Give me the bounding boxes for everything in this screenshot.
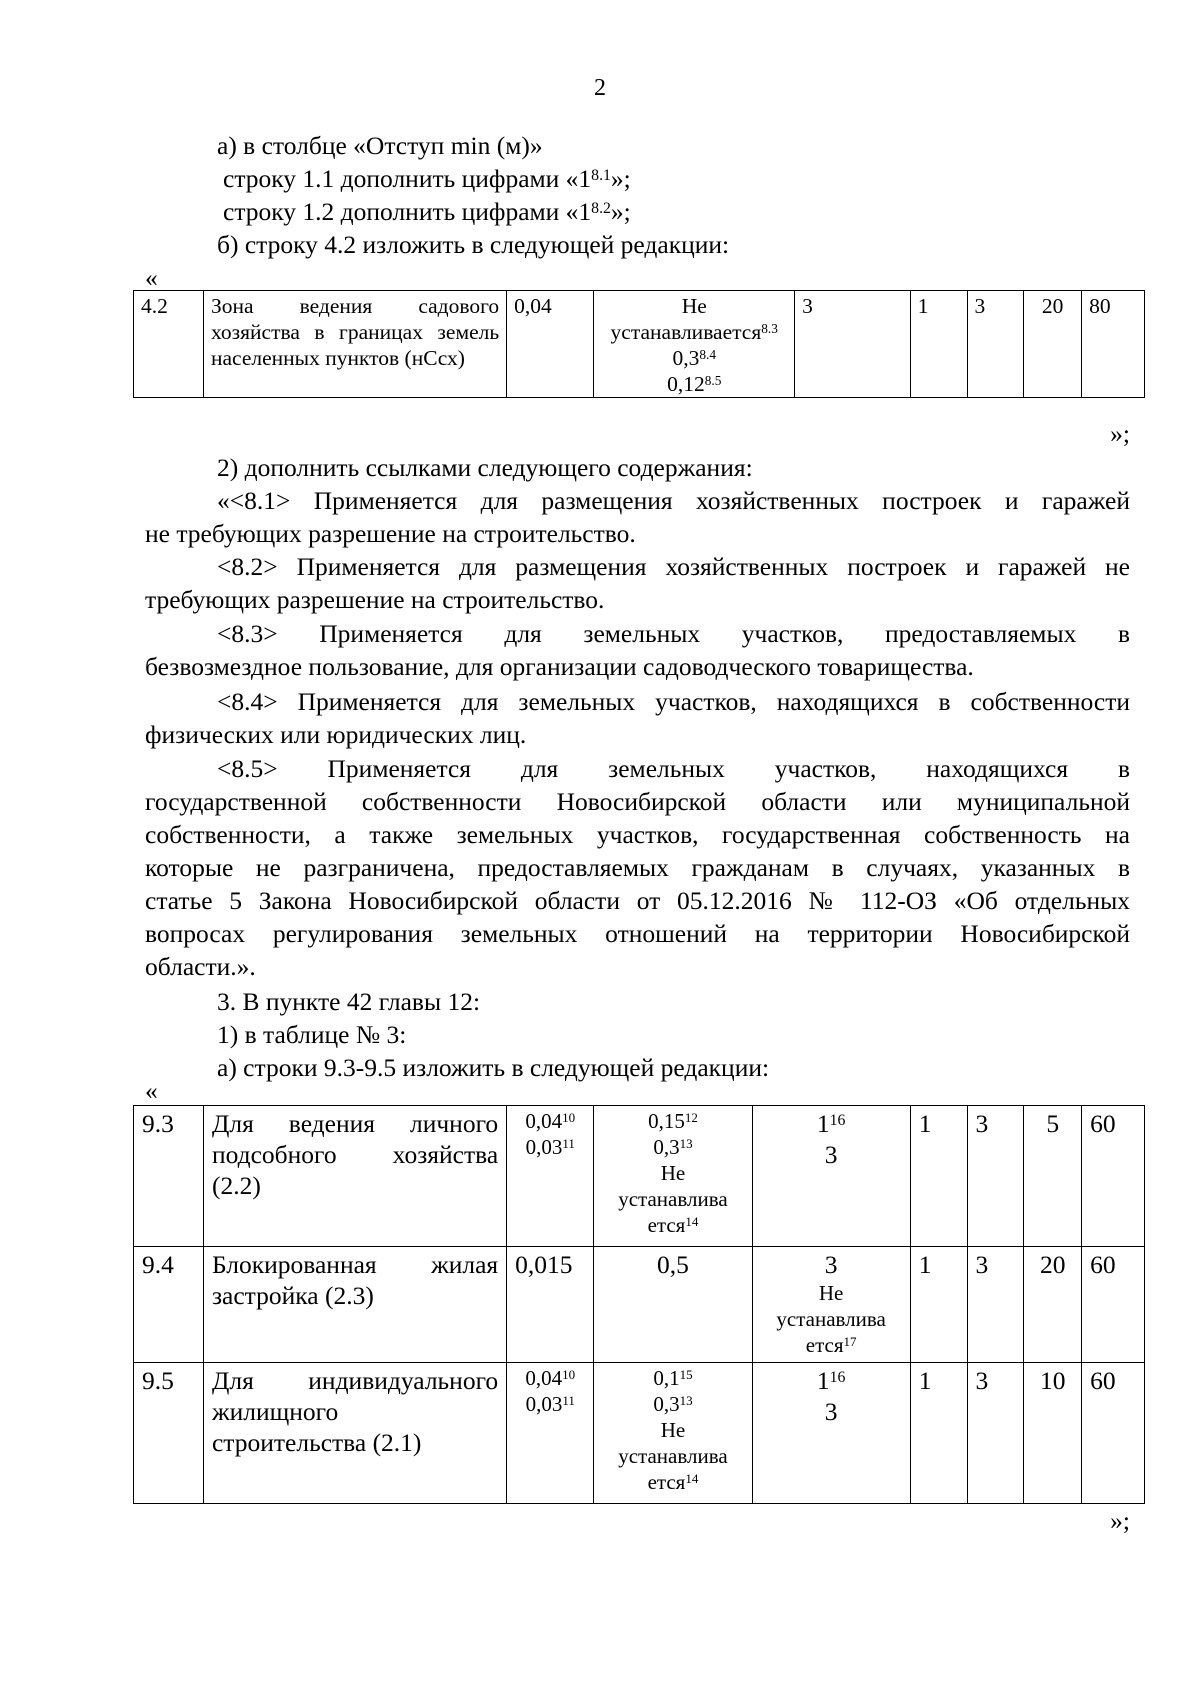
close-quote-2: »; <box>1110 1506 1130 1535</box>
ref-8-1-line1: «<8.1> Применяется для размещения хозяйственных построек и гаражей <box>217 486 1130 515</box>
cell-coverage: 60 <box>1082 1106 1145 1247</box>
table-rows-9-3-9-5 <box>133 1105 1145 1504</box>
cell-indent: $1^{16}$ 3 <box>752 1106 910 1247</box>
cell-zone-name: Зона ведения садового хозяйства в границах земель населенных пунктов (нСсх) <box>203 291 506 398</box>
ref-8-5-line4: которые не разграничена, предоставляемых гражданам в случаях, указанных в <box>145 853 1130 882</box>
page-number: 2 <box>594 75 606 101</box>
cell-num: 4.2 <box>134 291 204 398</box>
cell-ratio: $0,1^{15}$ $0,3^{13}$ Не устанавлива ется$^{14}$ <box>594 1363 752 1504</box>
section3-p2: 1) в таблице № 3: <box>217 1020 407 1049</box>
cell-use-name: Для индивидуального жилищного строительства (2.1) <box>203 1363 506 1504</box>
cell-num: 9.5 <box>134 1363 204 1504</box>
ref-8-3-line2: безвозмездное пользование, для организации садоводческого товарищества. <box>145 652 974 681</box>
cell-area: 0,015 <box>507 1247 594 1363</box>
cell-use-name: Блокированная жилая застройка (2.3) <box>203 1247 506 1363</box>
ref-8-2-line2: требующих разрешение на строительство. <box>145 585 605 614</box>
cell-coverage: 60 <box>1082 1363 1145 1504</box>
open-quote-1: « <box>145 263 158 292</box>
cell-num: 9.4 <box>134 1247 204 1363</box>
cell-floors-max: 3 <box>967 1247 1024 1363</box>
cell-floors-max: 3 <box>967 1106 1024 1247</box>
cell-area: 0,04 <box>507 291 594 398</box>
ref-8-5-line3: собственности, а также земельных участков, государственная собственность на <box>145 820 1130 849</box>
cell-area: 0,04$^{10}$ 0,03$^{11}$ <box>507 1106 594 1247</box>
table-row <box>134 291 1145 398</box>
cell-floors-min: 1 <box>910 291 967 398</box>
table-row-4-2 <box>133 290 1145 398</box>
cell-build-pct: 20 <box>1024 291 1082 398</box>
ref-8-2-line1: <8.2> Применяется для размещения хозяйственных построек и гаражей не <box>217 552 1130 581</box>
table-row <box>134 1363 1145 1504</box>
ref-8-5-line1: <8.5> Применяется для земельных участков, находящихся в <box>217 754 1130 783</box>
ref-8-5-line7: области.». <box>145 952 256 981</box>
cell-area: 0,04$^{10}$ 0,03$^{11}$ <box>507 1363 594 1504</box>
cell-floors-max: 3 <box>967 291 1024 398</box>
section3-p3: а) строки 9.3-9.5 изложить в следующей редакции: <box>217 1053 770 1082</box>
intro-line-a: а) в столбце «Отступ min (м)» <box>217 131 543 160</box>
cell-indent: 3 Не устанавлива ется$^{17}$ <box>752 1247 910 1363</box>
intro-line-b: б) строку 4.2 изложить в следующей редакции: <box>217 230 730 259</box>
cell-floors-min: 1 <box>910 1363 967 1504</box>
cell-ratio: Не устанавливается$^{8.3}$ $0,3^{8.4}$ $0,12^{8.5}$ <box>594 291 795 398</box>
ref-8-5-line2: государственной собственности Новосибирской области или муниципальной <box>145 787 1130 816</box>
open-quote-2: « <box>145 1076 158 1105</box>
ref-8-3-line1: <8.3> Применяется для земельных участков, предоставляемых в <box>217 619 1130 648</box>
intro-line-1-2: строку 1.2 дополнить цифрами «$1^{8.2}$»; <box>223 197 631 226</box>
ref-8-4-line2: физических или юридических лиц. <box>145 720 527 749</box>
cell-indent: 3 <box>795 291 911 398</box>
cell-coverage: 80 <box>1082 291 1145 398</box>
cell-floors-max: 3 <box>967 1363 1024 1504</box>
cell-build-pct: 10 <box>1024 1363 1082 1504</box>
cell-use-name: Для ведения личного подсобного хозяйства (2.2) <box>203 1106 506 1247</box>
cell-build-pct: 5 <box>1024 1106 1082 1247</box>
table-row <box>134 1247 1145 1363</box>
cell-build-pct: 20 <box>1024 1247 1082 1363</box>
section2-title: 2) дополнить ссылками следующего содержания: <box>217 453 753 482</box>
table-row <box>134 1106 1145 1247</box>
cell-ratio: 0,15$^{12}$ $0,3^{13}$ Не устанавлива ется$^{14}$ <box>594 1106 752 1247</box>
cell-indent: $1^{16}$ 3 <box>752 1363 910 1504</box>
section3-p1: 3. В пункте 42 главы 12: <box>217 987 481 1016</box>
ref-8-5-line6: вопросах регулирования земельных отношений на территории Новосибирской <box>145 919 1130 948</box>
cell-floors-min: 1 <box>910 1247 967 1363</box>
intro-line-1-1: строку 1.1 дополнить цифрами «$1^{8.1}$»; <box>223 164 631 193</box>
cell-ratio: 0,5 <box>594 1247 752 1363</box>
ref-8-4-line1: <8.4> Применяется для земельных участков, находящихся в собственности <box>217 687 1130 716</box>
cell-floors-min: 1 <box>910 1106 967 1247</box>
close-quote-1: »; <box>1110 419 1130 448</box>
cell-coverage: 60 <box>1082 1247 1145 1363</box>
ref-8-5-line5: статье 5 Закона Новосибирской области от 05.12.2016 № 112-ОЗ «Об отдельных <box>145 886 1130 915</box>
cell-num: 9.3 <box>134 1106 204 1247</box>
ref-8-1-line2: не требующих разрешение на строительство. <box>145 519 636 548</box>
